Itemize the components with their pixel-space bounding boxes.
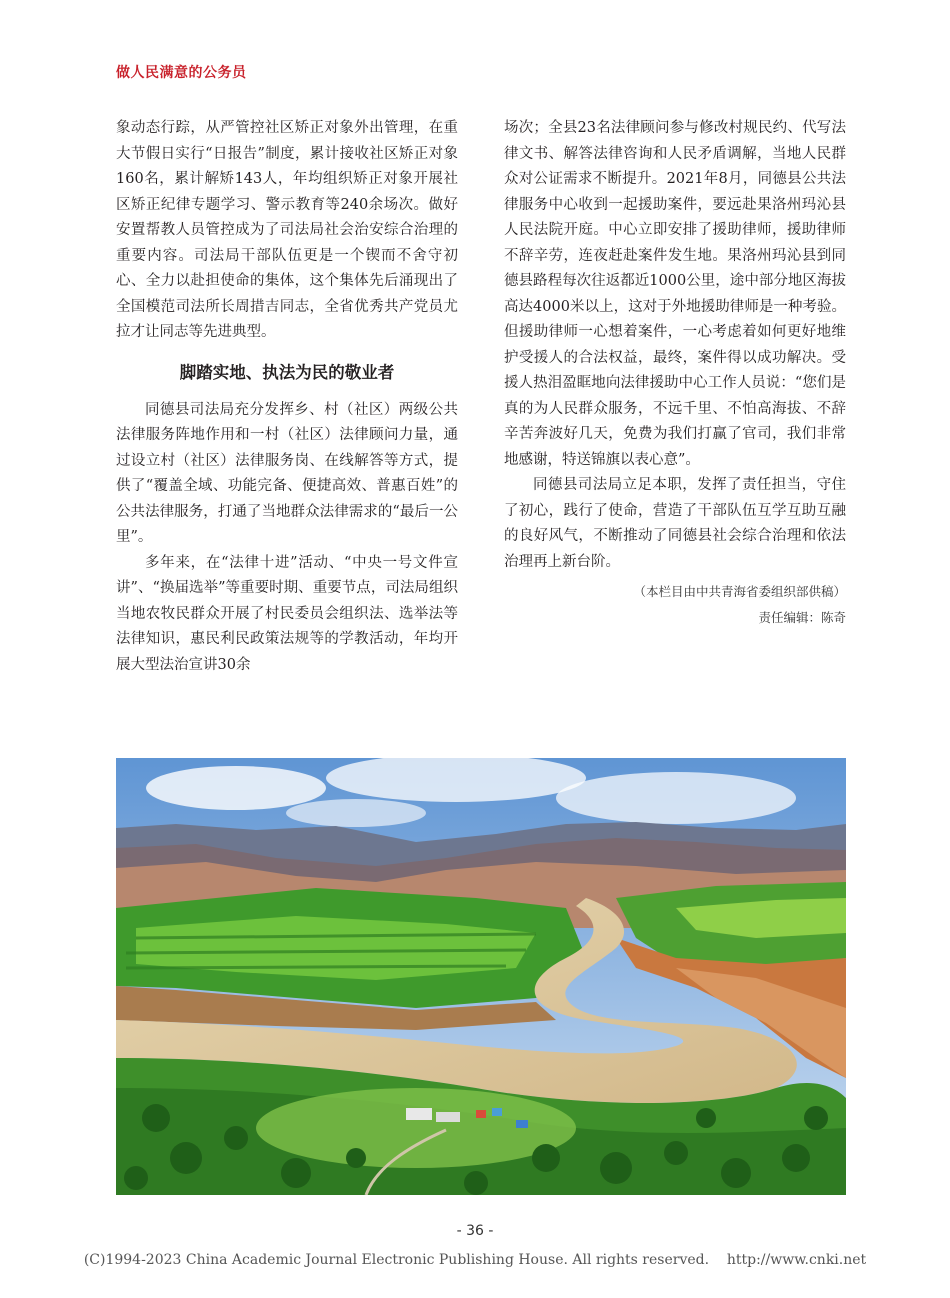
paragraph: 同德县司法局充分发挥乡、村（社区）两级公共法律服务阵地作用和一村（社区）法律顾问力量，通过设立村（社区）法律服务岗、在线解答等方式，提供了“覆盖全域、功能完备、便捷高效、普惠百姓”的公共法律服务，打通了当地群众法律需求的“最后一公里”。 xyxy=(116,401,458,545)
paragraph: 同德县司法局立足本职，发挥了责任担当，守住了初心，践行了使命，营造了干部队伍互学互助互融的良好风气，不断推动了同德县社会综合治理和依法治理再上新台阶。 xyxy=(504,477,846,570)
paragraph: 象动态行踪，从严管控社区矫正对象外出管理，在重大节假日实行“日报告”制度，累计接收社区矫正对象160名，累计解矫143人，年均组织矫正对象开展社区矫正纪律专题学习、警示教育等240余场次。做好安置帮教人员管控成为了司法局社会治安综合治理的重要内容。司法局干部队伍更是一个锲而不舍守初心、全力以赴担使命的集体，这个集体先后涌现出了全国模范司法所长周措吉同志，全省优秀共产党员尤拉才让同志等先进典型。 xyxy=(116,120,458,340)
editor-credit: 责任编辑：陈奇 xyxy=(758,609,846,625)
paragraph: 场次；全县23名法律顾问参与修改村规民约、代写法律文书、解答法律咨询和人民矛盾调解，当地人民群众对公证需求不断提升。2021年8月，同德县公共法律服务中心收到一起援助案件，要远赴果洛州玛沁县人民法院开庭。中心立即安排了援助律师，援助律师不辞辛劳，连夜赶赴案件发生地。果洛州玛沁县到同德县路程每次往返都近1000公里，途中部分地区海拔高达4000米以上，这对于外地援助律师是一种考验。但援助律师一心想着案件，一心考虑着如何更好地维护受援人的合法权益，最终，案件得以成功解决。受援人热泪盈眶地向法律援助中心工作人员说：“您们是真的为人民群众服务，不远千里、不怕高海拔、不辞辛苦奔波好几天，免费为我们打赢了官司，我们非常地感谢，特送锦旗以表心意”。 xyxy=(504,120,846,468)
paragraph: 多年来，在“法律十进”活动、“中央一号文件宣讲”、“换届选举”等重要时期、重要节点，司法局组织当地农牧民群众开展了村民委员会组织法、选举法等法律知识，惠民利民政策法规等的学教活动，年均开展大型法治宣讲30余 xyxy=(116,554,458,673)
source-note: （本栏目由中共青海省委组织部供稿） xyxy=(633,584,846,599)
page-number: - 36 - xyxy=(456,1223,494,1239)
subheading: 脚踏实地、执法为民的敬业者 xyxy=(179,362,395,382)
copyright-footer: (C)1994-2023 China Academic Journal Electronic Publishing House. All rights reserved. http://www.cnki.net xyxy=(83,1252,867,1268)
left-column xyxy=(116,116,458,678)
river-valley-photo xyxy=(116,758,846,1195)
section-header: 做人民满意的公务员 xyxy=(116,65,247,81)
right-column xyxy=(504,116,846,630)
